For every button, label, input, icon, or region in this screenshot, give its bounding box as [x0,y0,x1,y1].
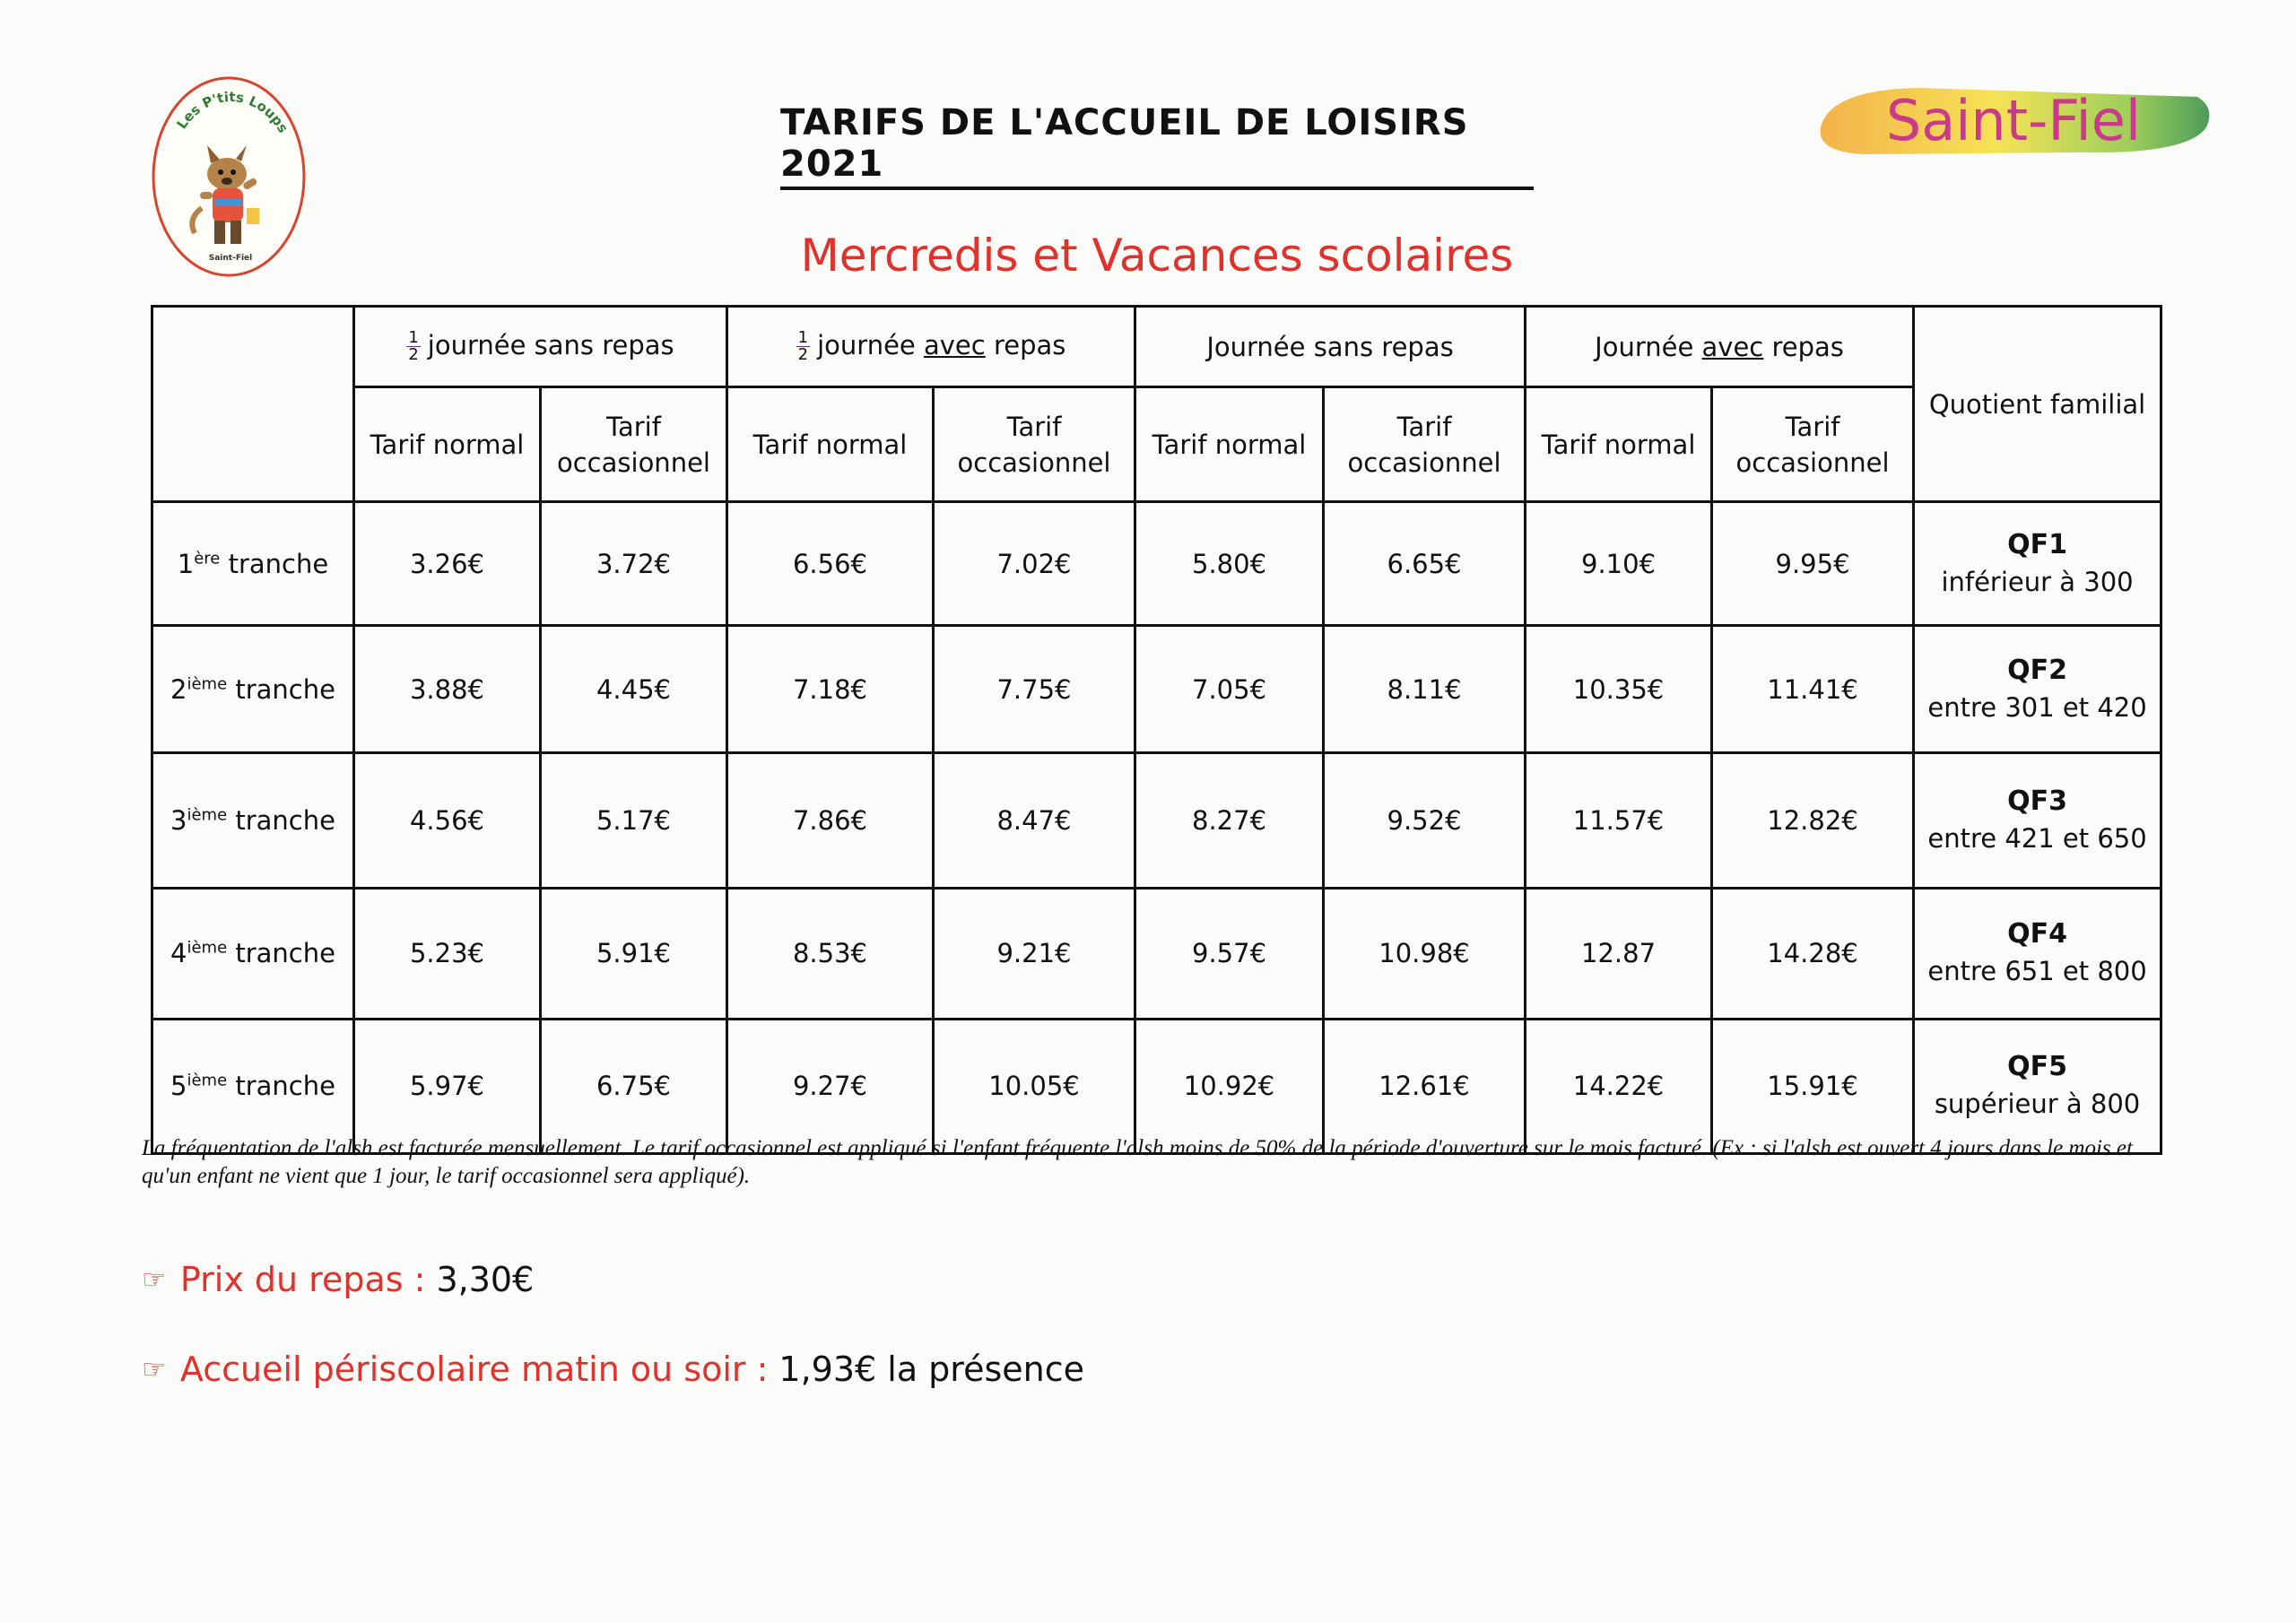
price-cell: 9.27€ [727,1019,934,1153]
qf-cell: QF4 entre 651 et 800 [1914,888,2161,1019]
periscolaire-price-line [142,1350,1084,1389]
qf-cell: QF2 entre 301 et 420 [1914,626,2161,753]
tranche-label-cell: 5ième tranche [152,1019,354,1153]
price-cell: 9.95€ [1712,502,1914,626]
price-cell: 11.41€ [1712,626,1914,753]
tranche-label-cell: 2ième tranche [152,626,354,753]
subheader-normal: Tarif normal [1135,387,1324,502]
price-cell: 8.27€ [1135,753,1324,888]
price-cell: 14.22€ [1526,1019,1712,1153]
ptits-loups-logo [148,74,309,280]
price-cell: 5.80€ [1135,502,1324,626]
price-cell: 7.02€ [934,502,1135,626]
price-cell: 12.87 [1526,888,1712,1019]
price-cell: 4.45€ [541,626,727,753]
tranche-label-cell: 4ième tranche [152,888,354,1019]
price-cell: 9.57€ [1135,888,1324,1019]
logo-left-top-text: Les P'tits Loups [173,89,291,136]
qf-cell: QF5 supérieur à 800 [1914,1019,2161,1153]
table-row [152,753,2161,888]
price-cell: 9.21€ [934,888,1135,1019]
price-cell: 5.91€ [541,888,727,1019]
fraction-half: $\frac{1}{2}$ [408,328,419,365]
fraction-half: $\frac{1}{2}$ [797,328,809,365]
price-cell: 5.17€ [541,753,727,888]
price-cell: 3.72€ [541,502,727,626]
logo-left-bottom-text: Saint-Fiel [208,254,253,263]
price-cell: 4.56€ [354,753,541,888]
price-cell: 7.86€ [727,753,934,888]
price-cell: 8.53€ [727,888,934,1019]
price-cell: 5.97€ [354,1019,541,1153]
document-subtitle: Mercredis et Vacances scolaires [800,230,1514,282]
price-cell: 7.05€ [1135,626,1324,753]
meal-price-label: Prix du repas : [179,1260,426,1299]
price-cell: 12.61€ [1324,1019,1526,1153]
billing-note: La fréquentation de l'alsh est facturée mensuellement. Le tarif occasionnel est appliqué si l'enfant fréquente l'alsh moins de 50% de la période d'ouverture sur le mois facturé. (Ex : si l'alsh est ouvert 4 jours dans le mois et qu'un enfant ne vient que 1 jour, le tarif occasionnel sera appliqué). [142,1136,2133,1188]
price-cell: 15.91€ [1712,1019,1914,1153]
price-cell: 10.35€ [1526,626,1712,753]
group-header-cell: $\frac{1}{2}$ journée avec repas [727,307,1135,387]
group-header-row [152,307,2161,387]
table-row [152,502,2161,626]
logo-right-text: Saint-Fiel [1885,88,2142,153]
meal-price-line [142,1260,534,1299]
group-header-cell: $\frac{1}{2}$ journée sans repas [354,307,727,387]
price-cell: 10.92€ [1135,1019,1324,1153]
document-title: TARIFS DE L'ACCUEIL DE LOISIRS 2021 [780,133,1534,190]
table-row [152,1019,2161,1153]
price-cell: 6.75€ [541,1019,727,1153]
price-cell: 7.18€ [727,626,934,753]
price-cell: 12.82€ [1712,753,1914,888]
tranche-label-cell: 3ième tranche [152,753,354,888]
table-row [152,888,2161,1019]
qf-cell: QF3 entre 421 et 650 [1914,753,2161,888]
saint-fiel-logo [1812,72,2215,170]
subheader-normal: Tarif normal [727,387,934,502]
subheader-occasionnel: Tarif occasionnel [1324,387,1526,502]
price-cell: 10.98€ [1324,888,1526,1019]
subheader-occasionnel: Tarif occasionnel [934,387,1135,502]
group-header-cell: Journée avec repas [1526,307,1914,387]
pointing-hand-icon: ☞ [142,1353,166,1385]
price-cell: 10.05€ [934,1019,1135,1153]
price-cell: 11.57€ [1526,753,1712,888]
price-cell: 9.10€ [1526,502,1712,626]
price-cell: 8.47€ [934,753,1135,888]
corner-cell [152,307,354,502]
periscolaire-label: Accueil périscolaire matin ou soir : [179,1350,769,1389]
pointing-hand-icon: ☞ [142,1263,166,1296]
tarifs-table [151,305,2162,1155]
price-cell: 6.56€ [727,502,934,626]
meal-price-value: 3,30€ [436,1260,535,1299]
periscolaire-value: 1,93€ la présence [778,1350,1084,1389]
subheader-normal: Tarif normal [1526,387,1712,502]
price-cell: 5.23€ [354,888,541,1019]
price-cell: 7.75€ [934,626,1135,753]
price-cell: 3.26€ [354,502,541,626]
group-header-cell: Journée sans repas [1135,307,1526,387]
subheader-occasionnel: Tarif occasionnel [1712,387,1914,502]
price-cell: 9.52€ [1324,753,1526,888]
qf-cell: QF1 inférieur à 300 [1914,502,2161,626]
table-row [152,626,2161,753]
subheader-row [152,387,2161,502]
qf-header-cell: Quotient familial [1914,307,2161,502]
subheader-occasionnel: Tarif occasionnel [541,387,727,502]
price-cell: 8.11€ [1324,626,1526,753]
price-cell: 14.28€ [1712,888,1914,1019]
subheader-normal: Tarif normal [354,387,541,502]
price-cell: 6.65€ [1324,502,1526,626]
tranche-label-cell: 1ère tranche [152,502,354,626]
price-cell: 3.88€ [354,626,541,753]
